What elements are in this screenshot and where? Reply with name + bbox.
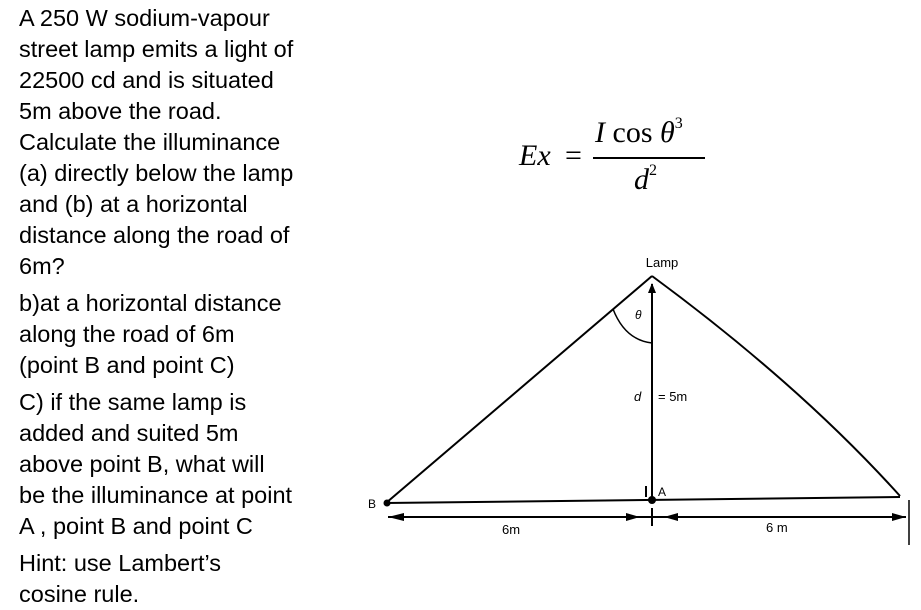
part-b-line: (point B and point C) [19,352,235,378]
right-dimension-arrow-left [664,513,678,521]
problem-line: A 250 W sodium-vapour [19,5,270,31]
problem-line: 6m? [19,253,65,279]
lamp-label: Lamp [645,255,679,270]
point-b-label: B [368,497,377,511]
hint-line: Hint: use Lambert’s [19,550,222,576]
part-c-line: A , point B and point C [19,513,253,539]
part-b-line: b)at a horizontal distance [19,290,282,316]
problem-line: 5m above the road. [19,98,222,124]
problem-line: (a) directly below the lamp [19,160,294,186]
problem-line: 22500 cd and is situated [19,67,274,93]
point-b-dot [384,500,391,507]
right-distance-label: 6 m [766,520,788,535]
line-lamp-to-b [386,276,652,503]
hint-line: cosine rule. [19,581,140,607]
line-lamp-to-c [652,276,900,496]
part-c-line: C) if the same lamp is [19,389,247,415]
part-c-line: be the illuminance at point [19,482,293,508]
point-a-dot [648,496,656,504]
formula-intensity-symbol: I [595,116,605,149]
part-c-line: added and suited 5m [19,420,239,446]
left-dimension-arrow-left [388,513,404,521]
d-label: d [634,389,642,404]
formula-square-exponent: 2 [649,162,657,179]
road-line [386,497,900,503]
theta-arc [613,309,652,343]
point-a-label: A [658,485,667,499]
left-dimension-arrow-right [626,513,640,521]
problem-line: street lamp emits a light of [19,36,294,62]
formula-theta: θ [660,116,675,149]
formula-cube-exponent: 3 [674,115,683,132]
left-distance-label: 6m [502,522,521,537]
problem-line: distance along the road of [19,222,290,248]
part-c-line: above point B, what will [19,451,265,477]
formula-cos: cos [612,116,653,149]
formula-lhs: Ex [519,139,551,172]
problem-line: Calculate the illuminance [19,129,281,155]
problem-line: and (b) at a horizontal [19,191,248,217]
part-b-line: along the road of 6m [19,321,235,347]
formula-equals: = [565,139,582,172]
height-label: = 5m [658,389,688,404]
right-dimension-arrow-right [892,513,906,521]
theta-label: θ [635,308,642,322]
formula-distance-symbol: d [634,163,649,196]
